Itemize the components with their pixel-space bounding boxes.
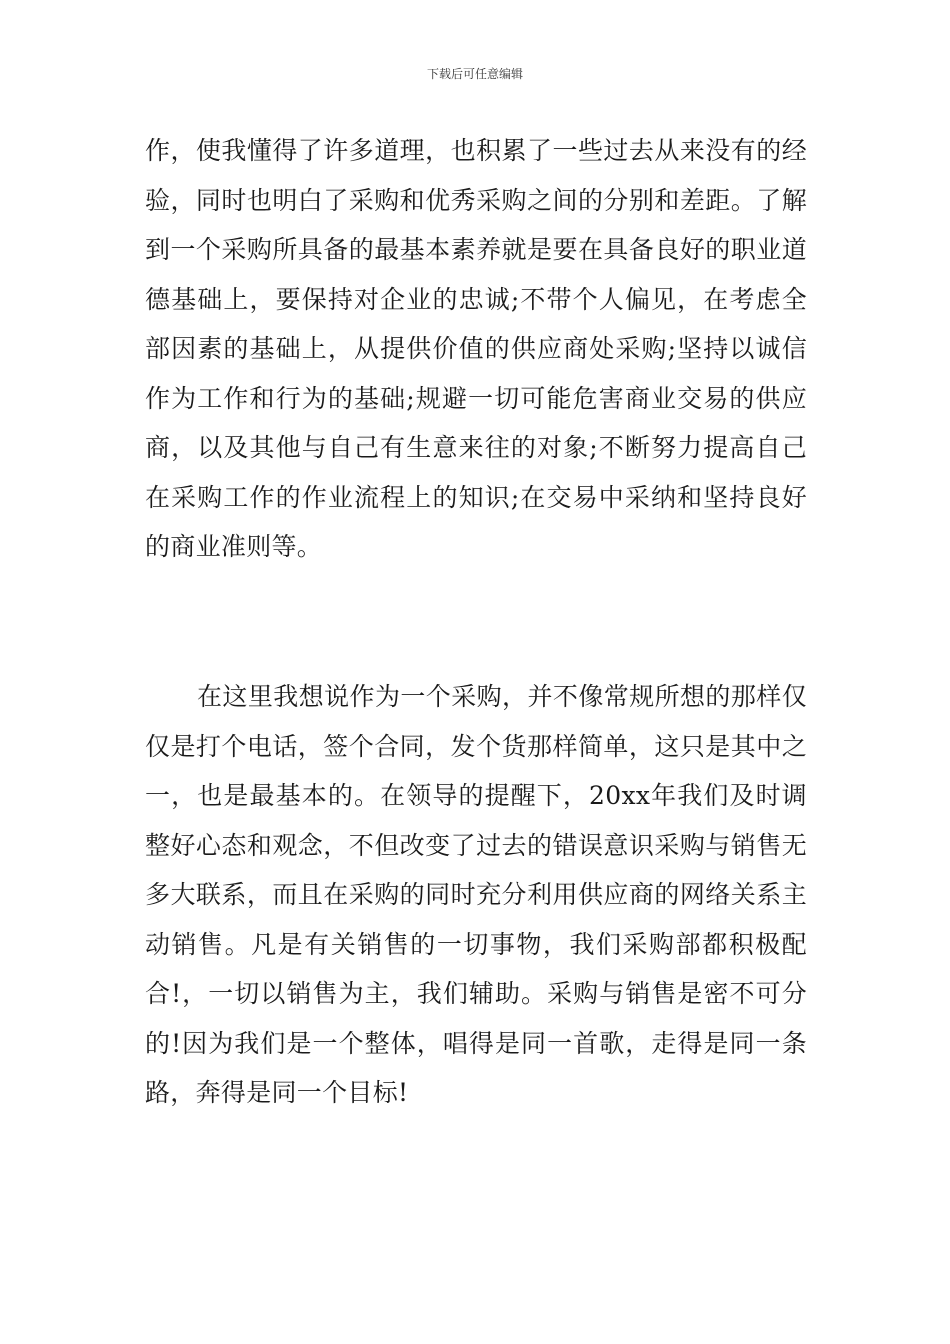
- paragraph-2: 在这里我想说作为一个采购，并不像常规所想的那样仅仅是打个电话，签个合同，发个货那样简单，这只是其中之一，也是最基本的。在领导的提醒下，20xx年我们及时调整好心态和观念，不但改变了过去的错误意识采购与销售无多大联系，而且在采购的同时充分利用供应商的网络关系主动销售。凡是有关销售的一切事物，我们采购部都积极配合!，一切以销售为主，我们辅助。采购与销售是密不可分的!因为我们是一个整体，唱得是同一首歌，走得是同一条路，奔得是同一个目标!: [145, 682, 807, 1107]
- paragraph-1: 作，使我懂得了许多道理，也积累了一些过去从来没有的经验，同时也明白了采购和优秀采购之间的分别和差距。了解到一个采购所具备的最基本素养就是要在具备良好的职业道德基础上，要保持对企业的忠诚;不带个人偏见，在考虑全部因素的基础上，从提供价值的供应商处采购;坚持以诚信作为工作和行为的基础;规避一切可能危害商业交易的供应商，以及其他与自己有生意来往的对象;不断努力提高自己在采购工作的作业流程上的知识;在交易中采纳和坚持良好的商业准则等。: [145, 136, 807, 561]
- page-header: 下载后可任意编辑: [426, 67, 523, 81]
